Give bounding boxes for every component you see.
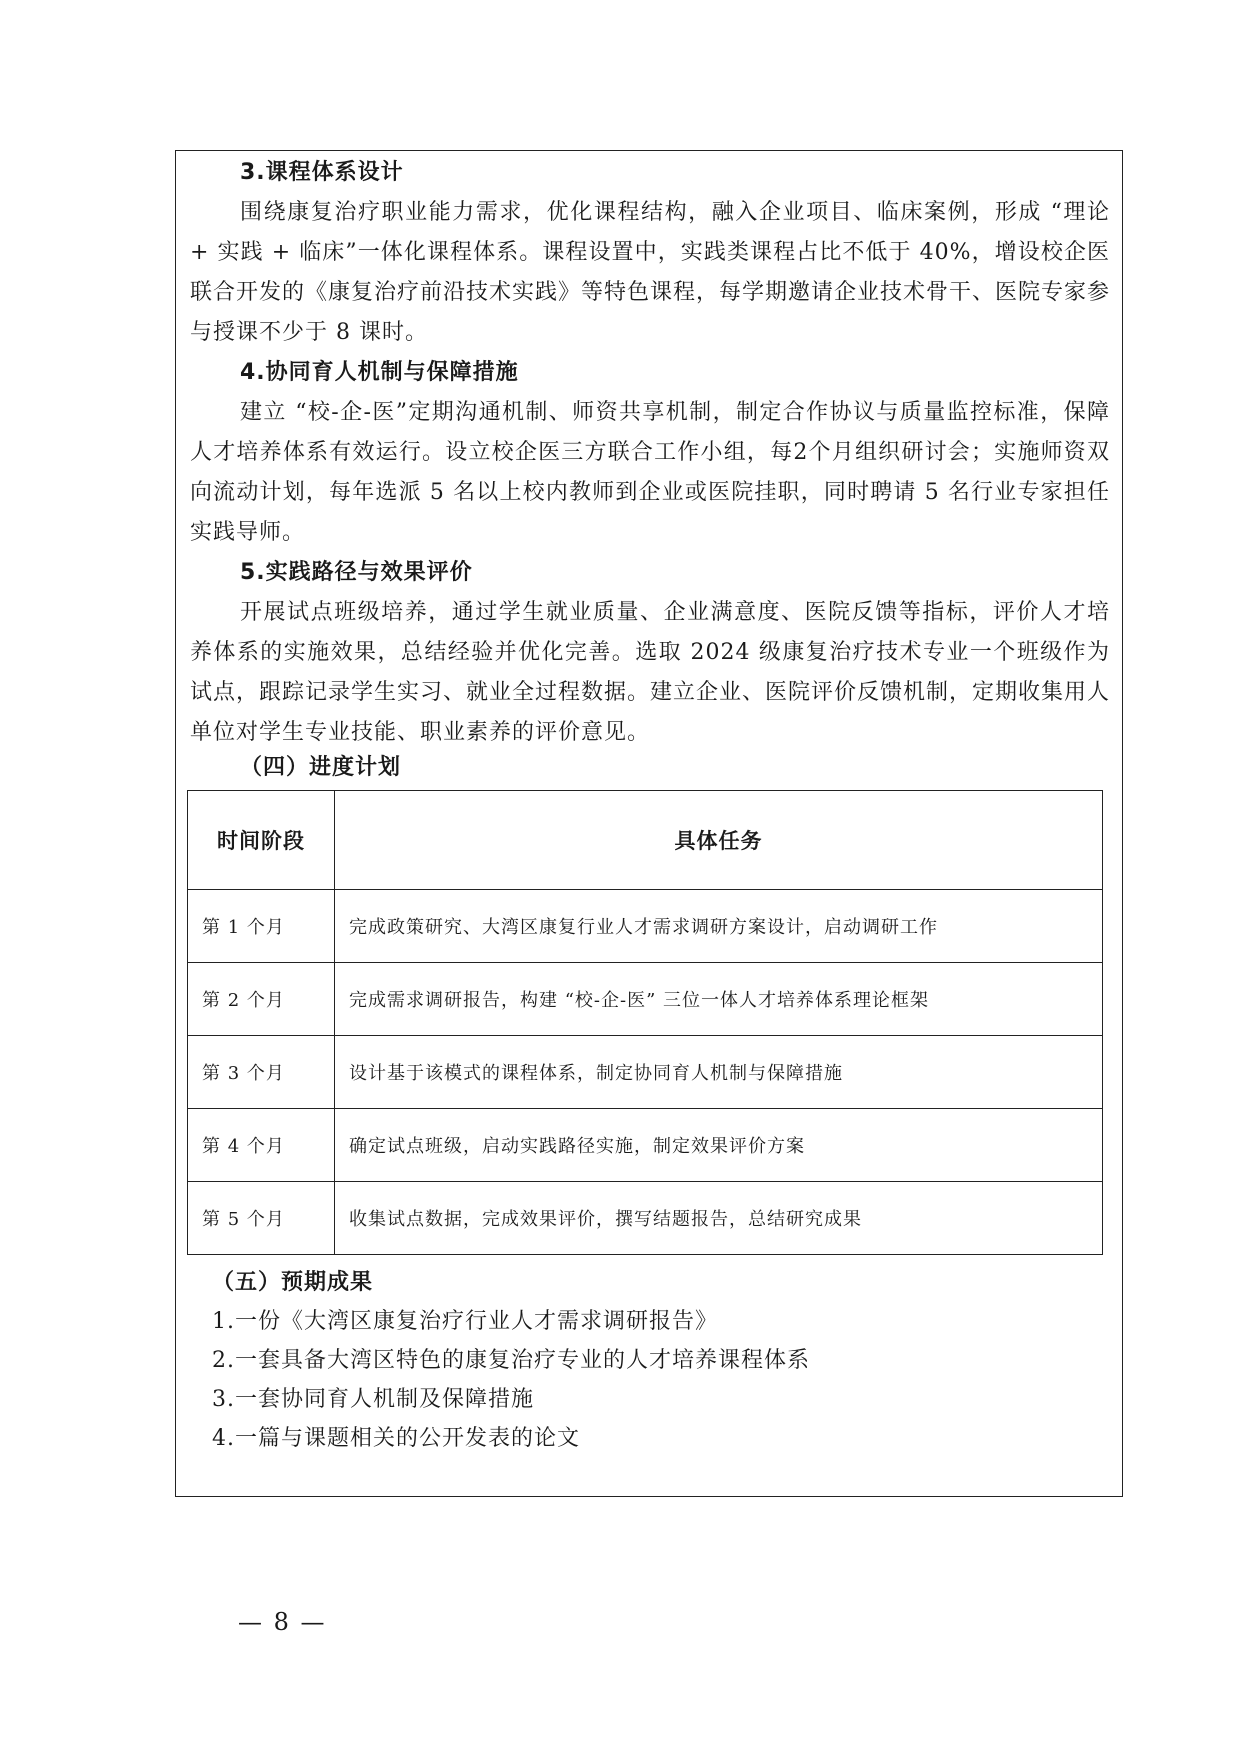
section-heading-mechanism: 4.协同育人机制与保障措施 <box>240 360 519 385</box>
section-heading-practice: 5.实践路径与效果评价 <box>240 560 473 585</box>
cell-period: 第 3 个月 <box>188 1036 335 1109</box>
table-header-row <box>188 791 1103 890</box>
cell-period: 第 5 个月 <box>188 1182 335 1255</box>
cell-period: 第 4 个月 <box>188 1109 335 1182</box>
header-period: 时间阶段 <box>188 791 335 890</box>
outcome-item: 3.一套协同育人机制及保障措施 <box>212 1387 534 1412</box>
section-paragraph-mechanism: 建立 “校-企-医”定期沟通机制、师资共享机制，制定合作协议与质量监控标准，保障人才培养体系有效运行。设立校企医三方联合工作小组，每2个月组织研讨会；实施师资双向流动计划，每年选派 5 名以上校内教师到企业或医院挂职，同时聘请 5 名行业专家担任实践导师。 <box>190 400 1111 545</box>
header-task: 具体任务 <box>335 791 1103 890</box>
outcomes-title: （五）预期成果 <box>212 1270 374 1295</box>
table-row <box>188 963 1103 1036</box>
outcome-item: 4.一篇与课题相关的公开发表的论文 <box>212 1426 580 1451</box>
outcome-item: 2.一套具备大湾区特色的康复治疗专业的人才培养课程体系 <box>212 1348 810 1373</box>
cell-period: 第 1 个月 <box>188 890 335 963</box>
outcome-item: 1.一份《大湾区康复治疗行业人才需求调研报告》 <box>212 1309 718 1334</box>
body-text <box>190 153 1110 753</box>
table-row <box>188 1109 1103 1182</box>
cell-task: 确定试点班级，启动实践路径实施，制定效果评价方案 <box>335 1109 1103 1182</box>
section-paragraph-curriculum: 围绕康复治疗职业能力需求，优化课程结构，融入企业项目、临床案例，形成 “理论 + 实践 + 临床”一体化课程体系。课程设置中，实践类课程占比不低于 40%，增设校企医联合开发的《康复治疗前沿技术实践》等特色课程，每学期邀请企业技术骨干、医院专家参与授课不少于 8 课时。 <box>190 200 1111 345</box>
cell-task: 完成政策研究、大湾区康复行业人才需求调研方案设计，启动调研工作 <box>335 890 1103 963</box>
table-row <box>188 890 1103 963</box>
cell-task: 收集试点数据，完成效果评价，撰写结题报告，总结研究成果 <box>335 1182 1103 1255</box>
cell-task: 完成需求调研报告，构建 “校-企-医” 三位一体人才培养体系理论框架 <box>335 963 1103 1036</box>
section-paragraph-practice: 开展试点班级培养，通过学生就业质量、企业满意度、医院反馈等指标，评价人才培养体系的实施效果，总结经验并优化完善。选取 2024 级康复治疗技术专业一个班级作为试点，跟踪记录学生实习、就业全过程数据。建立企业、医院评价反馈机制，定期收集用人单位对学生专业技能、职业素养的评价意见。 <box>190 600 1111 745</box>
table-row <box>188 1036 1103 1109</box>
cell-period: 第 2 个月 <box>188 963 335 1036</box>
schedule-table <box>187 790 1103 1255</box>
page-number: — 8 — <box>238 1608 327 1636</box>
table-row <box>188 1182 1103 1255</box>
section-heading-curriculum: 3.课程体系设计 <box>240 160 404 185</box>
schedule-title: （四）进度计划 <box>240 755 402 780</box>
cell-task: 设计基于该模式的课程体系，制定协同育人机制与保障措施 <box>335 1036 1103 1109</box>
